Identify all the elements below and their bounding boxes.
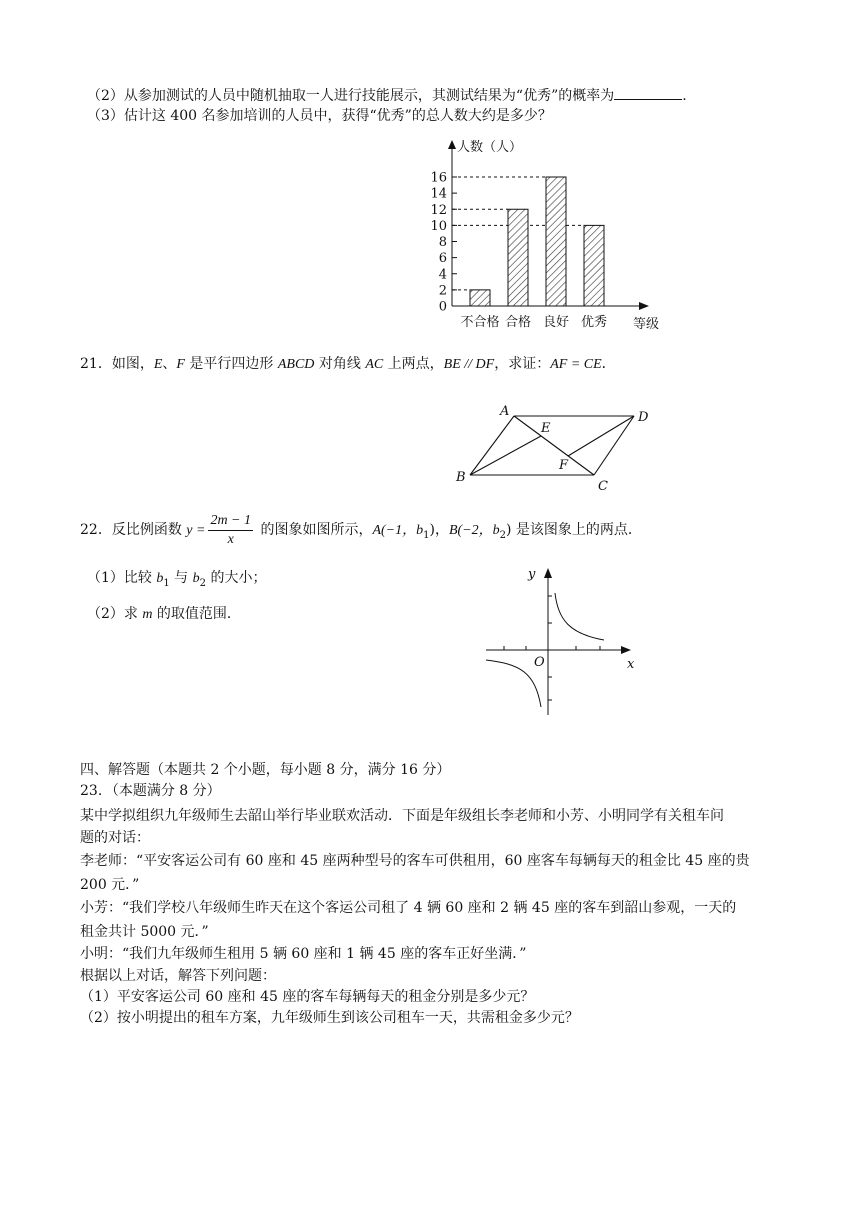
q20-part2: （2）从参加测试的人员中随机抽取一人进行技能展示，其测试结果为“优秀”的概率为 . [87, 85, 687, 106]
dialogue-xiaofang-1: 小芳：“我们学校八年级师生昨天在这个客运公司租了 4 辆 60 座和 2 辆 45 座的客车到韶山参观，一天的 [80, 900, 737, 916]
bar-1 [508, 209, 528, 306]
y-axis-arrow [544, 568, 552, 578]
side-dc [594, 416, 634, 475]
diagonal-ac [514, 416, 594, 475]
section-heading: 四、解答题（本题共 2 个小题，每小题 8 分，满分 16 分） [80, 762, 451, 778]
y-tick-label: 4 [438, 267, 447, 283]
bar-0 [470, 290, 490, 306]
y-label: y [528, 567, 536, 582]
hyperbola-graph [480, 560, 645, 720]
y-axis-label: 人数（人） [457, 140, 523, 155]
bar-2 [546, 177, 566, 306]
origin-label: O [534, 655, 545, 670]
segment-df [568, 416, 634, 456]
y-tick-label: 0 [438, 299, 447, 315]
y-tick-label: 2 [438, 283, 447, 299]
parallelogram-figure [450, 400, 660, 495]
x-tick-label: 优秀 [580, 315, 608, 330]
dialogue-xiaofang-2: 租金共计 5000 元．” [80, 924, 209, 940]
y-tick-label: 10 [430, 218, 447, 234]
x-axis-arrow [621, 646, 631, 654]
branch-third-quadrant [486, 660, 541, 707]
y-tick-label: 8 [438, 235, 447, 250]
bar-chart [415, 135, 675, 340]
y-axis-arrow [448, 140, 456, 149]
label-b: B [456, 470, 466, 485]
q23-part1: （1）平安客运公司 60 座和 45 座的客车每辆每天的租金分别是多少元？ [80, 989, 535, 1005]
x-tick-label: 不合格 [460, 315, 500, 330]
q21-statement: 21．如图，E、F 是平行四边形 ABCD 对角线 AC 上两点，BE // DF，求证：AF = CE． [80, 356, 616, 372]
y-tick-label: 6 [438, 251, 447, 267]
label-c: C [598, 479, 608, 494]
q23-intro-2: 题的对话： [80, 830, 150, 846]
q22-part1: （1）比较 $b_1$ 与 $b_2$ 的大小； [87, 570, 267, 589]
label-e: E [541, 421, 551, 436]
q23-intro-1: 某中学拟组织九年级师生去韶山举行毕业联欢活动．下面是年级组长李老师和小芳、小明同学有关租车问 [80, 808, 724, 824]
x-tick-label: 合格 [504, 315, 532, 330]
segment-be [470, 436, 541, 475]
y-tick-label: 14 [430, 186, 447, 202]
label-d: D [638, 410, 649, 425]
q23-ask: 根据以上对话，解答下列问题： [80, 968, 276, 984]
q23-part2: （2）按小明提出的租车方案，九年级师生到该公司租车一天，共需租金多少元？ [80, 1010, 579, 1026]
x-label: x [627, 657, 635, 672]
y-tick-label: 12 [430, 202, 447, 218]
chart-bars [470, 177, 604, 306]
label-a: A [500, 404, 510, 419]
y-ticks [430, 171, 457, 315]
fraction: $\frac{2m - 1}{x}$ [210, 512, 251, 547]
dialogue-teacher-1: 李老师：“平安客运公司有 60 座和 45 座两种型号的客车可供租用，60 座客车每辆每天的租金比 45 座的贵 [80, 853, 750, 869]
label-f: F [559, 458, 569, 473]
q22-part2: （2）求 m 的取值范围． [87, 606, 241, 622]
q22-statement: 22．反比例函数 y = $\frac{2m - 1}{x}$ 的图象如图所示，A(−1，$b_1$)，B(−2，$b_2$) 是该图象上的两点． [80, 512, 642, 547]
x-tick-labels [460, 314, 607, 330]
x-axis-label: 等级 [633, 317, 660, 332]
x-tick-label: 良好 [542, 315, 570, 330]
side-ba [470, 416, 514, 475]
q23-heading: 23．（本题满分 8 分） [80, 783, 221, 799]
y-tick-label: 16 [430, 170, 447, 186]
q20-part3: （3）估计这 400 名参加培训的人员中，获得“优秀”的总人数大约是多少？ [87, 108, 552, 124]
answer-blank[interactable] [614, 85, 682, 100]
dialogue-xiaoming: 小明：“我们九年级师生租用 5 辆 60 座和 1 辆 45 座的客车正好坐满．” [80, 946, 527, 962]
branch-first-quadrant [555, 593, 604, 640]
bar-3 [584, 225, 604, 306]
x-axis-arrow [639, 302, 649, 310]
dialogue-teacher-2: 200 元．” [80, 877, 140, 893]
